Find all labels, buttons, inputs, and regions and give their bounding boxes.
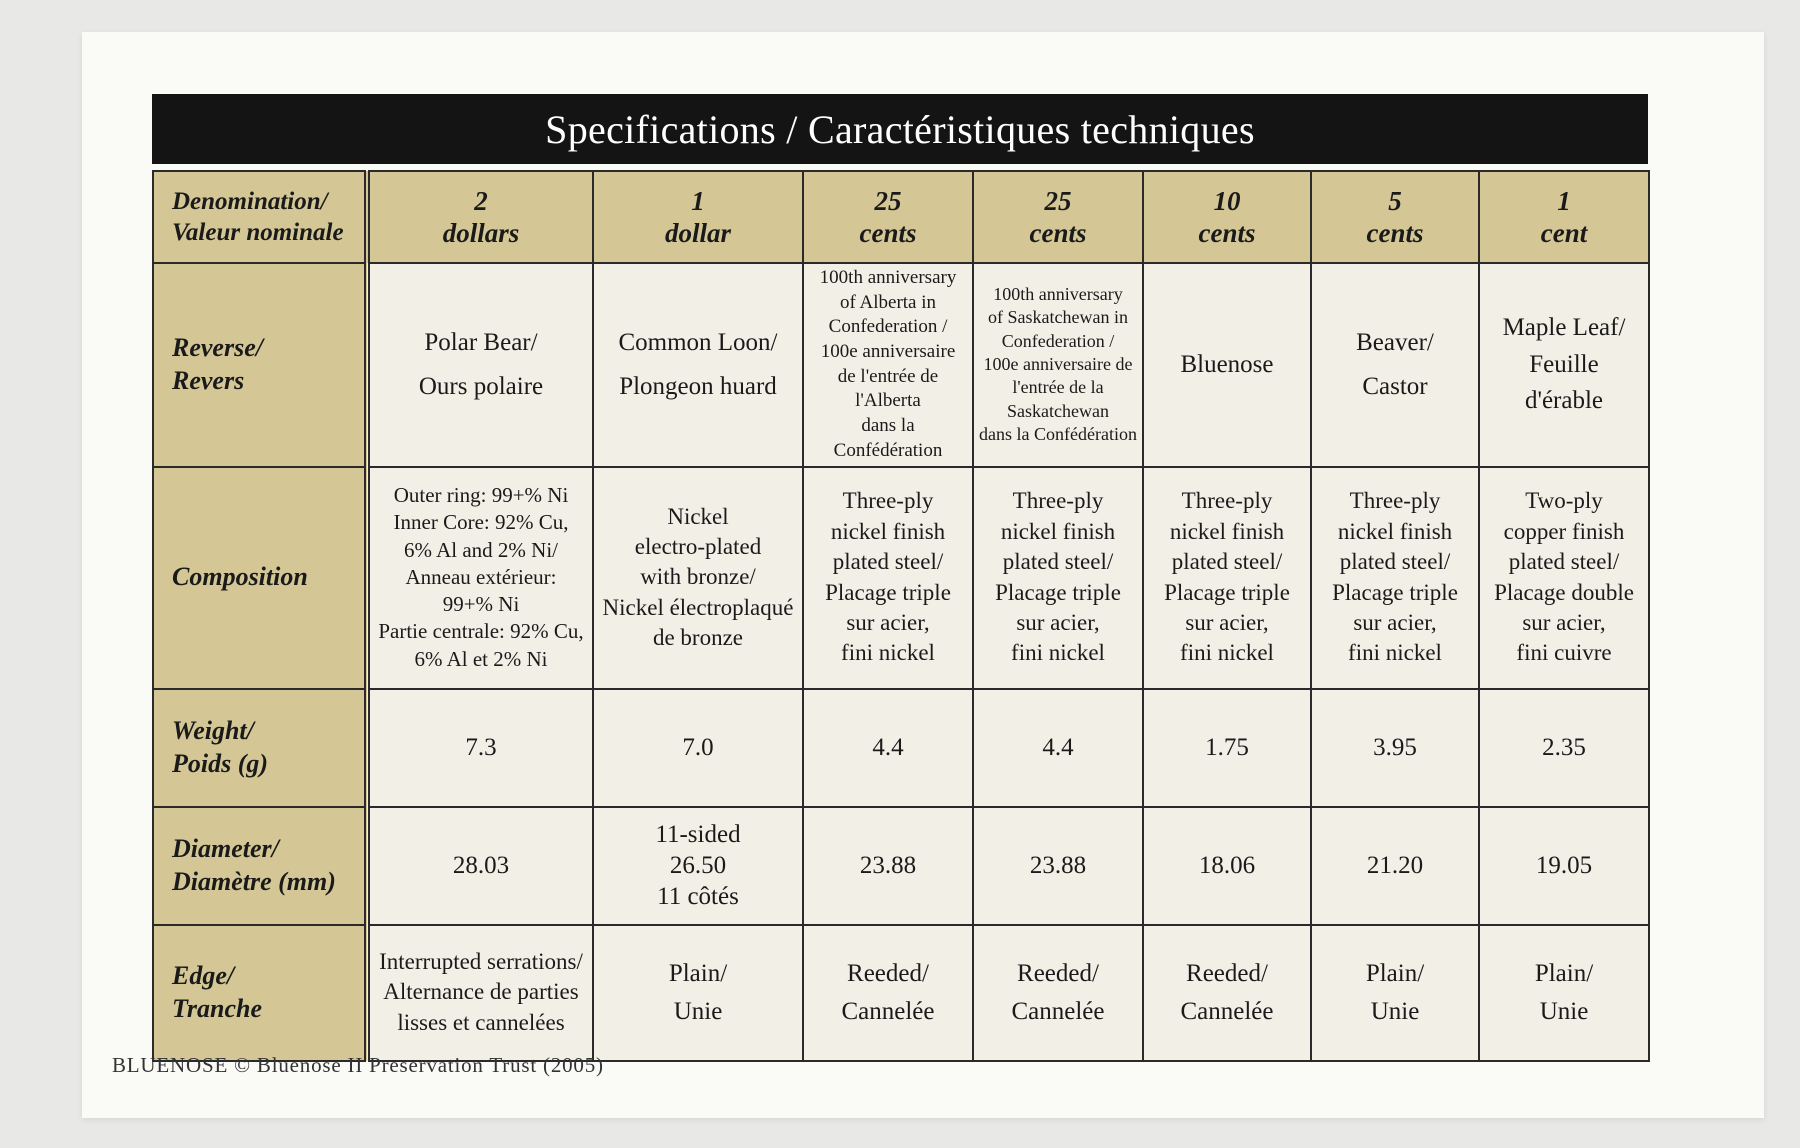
composition-cell: Three-ply nickel finish plated steel/ Placage triple sur acier, fini nickel: [803, 467, 973, 689]
diameter-cell: 23.88: [973, 807, 1143, 925]
reverse-cell: Common Loon/ Plongeon huard: [593, 263, 803, 467]
denomination-cell: 1 dollar: [593, 171, 803, 263]
denomination-cell: 2 dollars: [367, 171, 593, 263]
weight-row: [153, 689, 1649, 807]
reverse-row: [153, 263, 1649, 467]
composition-cell: Two-ply copper finish plated steel/ Placage double sur acier, fini cuivre: [1479, 467, 1649, 689]
reverse-cell: 100th anniversary of Alberta in Confederation / 100e anniversaire de l'entrée de l'Alberta dans la Confédération: [803, 263, 973, 467]
diameter-cell: 28.03: [367, 807, 593, 925]
denomination-cell: 1 cent: [1479, 171, 1649, 263]
row-label-reverse: Reverse/ Revers: [153, 263, 367, 467]
row-label-composition: Composition: [153, 467, 367, 689]
diameter-cell: 11-sided 26.50 11 côtés: [593, 807, 803, 925]
composition-cell: Outer ring: 99+% Ni Inner Core: 92% Cu, 6% Al and 2% Ni/ Anneau extérieur: 99+% Ni Partie centrale: 92% Cu, 6% Al et 2% Ni: [367, 467, 593, 689]
spec-table: [152, 170, 1650, 1062]
weight-cell: 3.95: [1311, 689, 1479, 807]
composition-cell: Nickel electro-plated with bronze/ Nickel électroplaqué de bronze: [593, 467, 803, 689]
row-label-weight: Weight/ Poids (g): [153, 689, 367, 807]
edge-cell: Plain/ Unie: [593, 925, 803, 1061]
diameter-cell: 18.06: [1143, 807, 1311, 925]
weight-cell: 4.4: [803, 689, 973, 807]
reverse-cell: Polar Bear/ Ours polaire: [367, 263, 593, 467]
reverse-cell: Maple Leaf/ Feuille d'érable: [1479, 263, 1649, 467]
composition-cell: Three-ply nickel finish plated steel/ Placage triple sur acier, fini nickel: [973, 467, 1143, 689]
composition-cell: Three-ply nickel finish plated steel/ Placage triple sur acier, fini nickel: [1311, 467, 1479, 689]
copyright-footer: BLUENOSE © Bluenose II Preservation Trust (2005): [112, 1053, 604, 1077]
reverse-cell: Bluenose: [1143, 263, 1311, 467]
weight-cell: 2.35: [1479, 689, 1649, 807]
denomination-row: [153, 171, 1649, 263]
edge-cell: Reeded/ Cannelée: [803, 925, 973, 1061]
denomination-cell: 5 cents: [1311, 171, 1479, 263]
edge-cell: Reeded/ Cannelée: [1143, 925, 1311, 1061]
diameter-cell: 21.20: [1311, 807, 1479, 925]
edge-cell: Plain/ Unie: [1311, 925, 1479, 1061]
weight-cell: 1.75: [1143, 689, 1311, 807]
row-label-edge: Edge/ Tranche: [153, 925, 367, 1061]
row-label-diameter: Diameter/ Diamètre (mm): [153, 807, 367, 925]
spec-card: [82, 32, 1764, 1118]
edge-cell: Reeded/ Cannelée: [973, 925, 1143, 1061]
reverse-cell: Beaver/ Castor: [1311, 263, 1479, 467]
diameter-row: [153, 807, 1649, 925]
reverse-cell: 100th anniversary of Saskatchewan in Confederation / 100e anniversaire de l'entrée de la Saskatchewan dans la Confédération: [973, 263, 1143, 467]
composition-row: [153, 467, 1649, 689]
diameter-cell: 23.88: [803, 807, 973, 925]
denomination-cell: 25 cents: [973, 171, 1143, 263]
edge-cell: Interrupted serrations/ Alternance de parties lisses et cannelées: [367, 925, 593, 1061]
diameter-cell: 19.05: [1479, 807, 1649, 925]
page-title: Specifications / Caractéristiques techniques: [152, 94, 1648, 164]
denomination-cell: 10 cents: [1143, 171, 1311, 263]
composition-cell: Three-ply nickel finish plated steel/ Placage triple sur acier, fini nickel: [1143, 467, 1311, 689]
row-label-denomination: Denomination/ Valeur nominale: [153, 171, 367, 263]
weight-cell: 4.4: [973, 689, 1143, 807]
edge-cell: Plain/ Unie: [1479, 925, 1649, 1061]
weight-cell: 7.0: [593, 689, 803, 807]
denomination-cell: 25 cents: [803, 171, 973, 263]
weight-cell: 7.3: [367, 689, 593, 807]
edge-row: [153, 925, 1649, 1061]
